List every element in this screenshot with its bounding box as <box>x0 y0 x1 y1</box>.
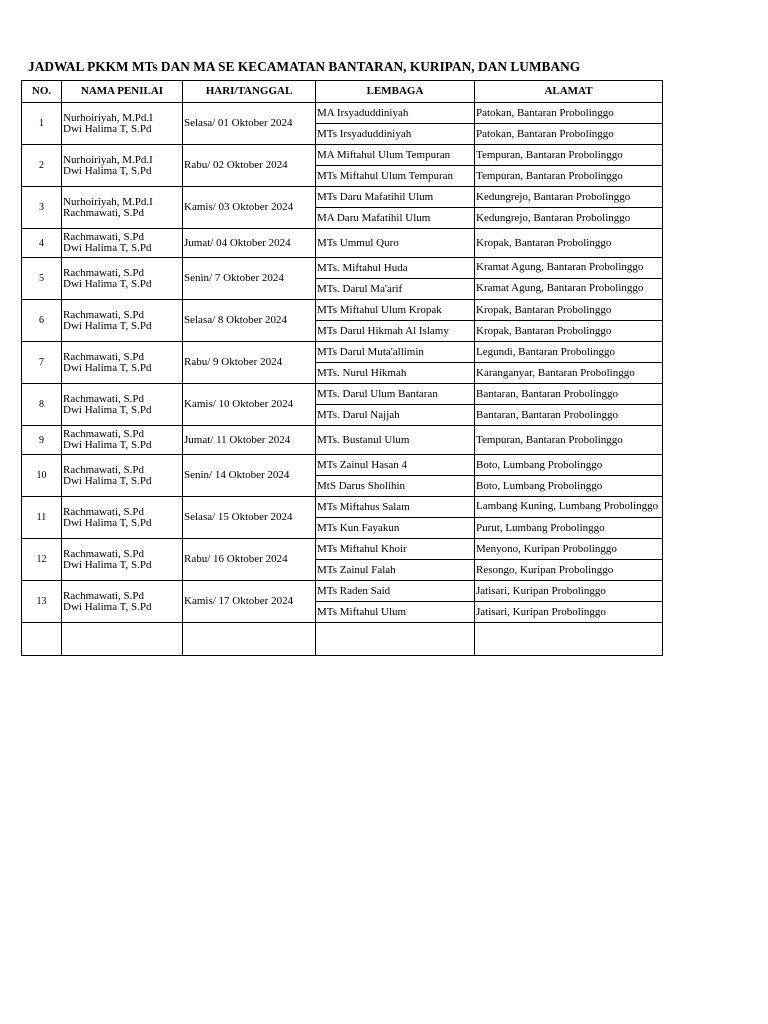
penilai-name-1: Rachmawati, S.Pd <box>63 231 144 243</box>
header-nama-penilai: NAMA PENILAI <box>62 81 183 103</box>
row-number: 12 <box>22 539 62 581</box>
hari-tanggal-cell: Jumat/ 11 Oktober 2024 <box>183 426 316 455</box>
lembaga-cell: MTs Miftahul Ulum <box>316 602 475 623</box>
penilai-cell <box>62 497 183 539</box>
hari-tanggal-cell: Kamis/ 10 Oktober 2024 <box>183 384 316 426</box>
row-number: 1 <box>22 103 62 145</box>
alamat-cell: Patokan, Bantaran Probolinggo <box>475 124 663 145</box>
lembaga-cell: MTs. Darul Ma'arif <box>316 279 475 300</box>
lembaga-cell: MTs Zainul Falah <box>316 560 475 581</box>
penilai-name-2: Dwi Halima T, S.Pd <box>63 361 152 374</box>
alamat-cell: Kropak, Bantaran Probolinggo <box>475 229 663 258</box>
lembaga-cell: MTs Ummul Quro <box>316 229 475 258</box>
lembaga-cell: MTs Darul Muta'allimin <box>316 342 475 363</box>
alamat-cell: Menyono, Kuripan Probolinggo <box>475 539 663 560</box>
penilai-cell <box>62 581 183 623</box>
alamat-cell: Tempuran, Bantaran Probolinggo <box>475 145 663 166</box>
empty-cell <box>183 623 316 656</box>
penilai-name-2: Dwi Halima T, S.Pd <box>63 439 152 451</box>
alamat-cell: Kramat Agung, Bantaran Probolinggo <box>475 258 663 279</box>
penilai-cell <box>62 342 183 384</box>
lembaga-cell: MTs. Darul Ulum Bantaran <box>316 384 475 405</box>
hari-tanggal-cell: Senin/ 14 Oktober 2024 <box>183 455 316 497</box>
alamat-cell: Bantaran, Bantaran Probolinggo <box>475 384 663 405</box>
penilai-name-1: Rachmawati, S.Pd <box>63 589 144 602</box>
alamat-cell: Legundi, Bantaran Probolinggo <box>475 342 663 363</box>
penilai-name-2: Dwi Halima T, S.Pd <box>63 242 152 254</box>
penilai-name-2: Dwi Halima T, S.Pd <box>63 277 152 290</box>
alamat-cell: Patokan, Bantaran Probolinggo <box>475 103 663 124</box>
lembaga-cell: MTs Darul Hikmah Al Islamy <box>316 321 475 342</box>
empty-cell <box>22 623 62 656</box>
lembaga-cell: MA Irsyaduddiniyah <box>316 103 475 124</box>
lembaga-cell: MTs Zainul Hasan 4 <box>316 455 475 476</box>
page-title: JADWAL PKKM MTs DAN MA SE KECAMATAN BANTARAN, KURIPAN, DAN LUMBANG <box>28 59 581 74</box>
table-row <box>22 426 663 455</box>
penilai-name-1: Rachmawati, S.Pd <box>63 308 144 321</box>
lembaga-cell: MTs Irsyaduddiniyah <box>316 124 475 145</box>
alamat-cell: Boto, Lumbang Probolinggo <box>475 476 663 497</box>
hari-tanggal-cell: Selasa/ 8 Oktober 2024 <box>183 300 316 342</box>
table-row <box>22 497 663 518</box>
lembaga-cell: MTs Daru Mafatihil Ulum <box>316 187 475 208</box>
alamat-cell: Kropak, Bantaran Probolinggo <box>475 321 663 342</box>
penilai-cell <box>62 426 183 455</box>
penilai-name-1: Rachmawati, S.Pd <box>63 350 144 363</box>
penilai-name-2: Dwi Halima T, S.Pd <box>63 474 152 487</box>
lembaga-cell: MTs Raden Said <box>316 581 475 602</box>
penilai-cell <box>62 258 183 300</box>
schedule-table <box>21 80 663 656</box>
penilai-cell <box>62 384 183 426</box>
alamat-cell: Lambang Kuning, Lumbang Probolinggo <box>475 497 663 518</box>
penilai-name-2: Dwi Halima T, S.Pd <box>63 516 152 529</box>
penilai-name-1: Rachmawati, S.Pd <box>63 547 144 560</box>
alamat-cell: Tempuran, Bantaran Probolinggo <box>475 426 663 455</box>
lembaga-cell: MA Miftahul Ulum Tempuran <box>316 145 475 166</box>
row-number: 8 <box>22 384 62 426</box>
table-row <box>22 539 663 560</box>
lembaga-cell: MTs Miftahul Ulum Tempuran <box>316 166 475 187</box>
penilai-cell <box>62 229 183 258</box>
row-number: 13 <box>22 581 62 623</box>
penilai-name-1: Rachmawati, S.Pd <box>63 463 144 476</box>
row-number: 4 <box>22 229 62 258</box>
table-row <box>22 145 663 166</box>
table-row <box>22 187 663 208</box>
table-row <box>22 581 663 602</box>
row-number: 11 <box>22 497 62 539</box>
penilai-name-1: Nurhoiriyah, M.Pd.I <box>63 195 153 208</box>
penilai-name-2: Dwi Halima T, S.Pd <box>63 164 152 177</box>
lembaga-cell: MtS Darus Sholihin <box>316 476 475 497</box>
alamat-cell: Jatisari, Kuripan Probolinggo <box>475 581 663 602</box>
penilai-name-2: Dwi Halima T, S.Pd <box>63 558 152 571</box>
lembaga-cell: MTs Kun Fayakun <box>316 518 475 539</box>
table-row <box>22 300 663 321</box>
empty-cell <box>475 623 663 656</box>
hari-tanggal-cell: Selasa/ 01 Oktober 2024 <box>183 103 316 145</box>
penilai-name-2: Dwi Halima T, S.Pd <box>63 600 152 613</box>
penilai-name-1: Rachmawati, S.Pd <box>63 392 144 405</box>
penilai-name-1: Nurhoiriyah, M.Pd.I <box>63 153 153 166</box>
row-number: 2 <box>22 145 62 187</box>
empty-cell <box>62 623 183 656</box>
hari-tanggal-cell: Rabu/ 02 Oktober 2024 <box>183 145 316 187</box>
alamat-cell: Bantaran, Bantaran Probolinggo <box>475 405 663 426</box>
table-row <box>22 384 663 405</box>
header-no: NO. <box>22 81 62 103</box>
alamat-cell: Kramat Agung, Bantaran Probolinggo <box>475 279 663 300</box>
lembaga-cell: MTs. Bustanul Ulum <box>316 426 475 455</box>
penilai-name-2: Dwi Halima T, S.Pd <box>63 403 152 416</box>
penilai-name-1: Nurhoiriyah, M.Pd.I <box>63 111 153 124</box>
hari-tanggal-cell: Kamis/ 17 Oktober 2024 <box>183 581 316 623</box>
lembaga-cell: MTs. Nurul Hikmah <box>316 363 475 384</box>
row-number: 6 <box>22 300 62 342</box>
hari-tanggal-cell: Rabu/ 9 Oktober 2024 <box>183 342 316 384</box>
alamat-cell: Tempuran, Bantaran Probolinggo <box>475 166 663 187</box>
hari-tanggal-cell: Kamis/ 03 Oktober 2024 <box>183 187 316 229</box>
alamat-cell: Kropak, Bantaran Probolinggo <box>475 300 663 321</box>
table-row <box>22 455 663 476</box>
alamat-cell: Kedungrejo, Bantaran Probolinggo <box>475 208 663 229</box>
row-number: 10 <box>22 455 62 497</box>
penilai-name-1: Rachmawati, S.Pd <box>63 428 144 440</box>
table-row <box>22 342 663 363</box>
table-row <box>22 258 663 279</box>
alamat-cell: Karanganyar, Bantaran Probolinggo <box>475 363 663 384</box>
penilai-name-1: Rachmawati, S.Pd <box>63 266 144 279</box>
alamat-cell: Resongo, Kuripan Probolinggo <box>475 560 663 581</box>
table-row <box>22 229 663 258</box>
hari-tanggal-cell: Jumat/ 04 Oktober 2024 <box>183 229 316 258</box>
lembaga-cell: MTs. Darul Najjah <box>316 405 475 426</box>
alamat-cell: Purut, Lumbang Probolinggo <box>475 518 663 539</box>
penilai-name-1: Rachmawati, S.Pd <box>63 505 144 518</box>
penilai-cell <box>62 300 183 342</box>
empty-row <box>22 623 663 656</box>
alamat-cell: Boto, Lumbang Probolinggo <box>475 455 663 476</box>
penilai-cell <box>62 103 183 145</box>
hari-tanggal-cell: Senin/ 7 Oktober 2024 <box>183 258 316 300</box>
penilai-name-2: Rachmawati, S.Pd <box>63 206 144 219</box>
lembaga-cell: MA Daru Mafatihil Ulum <box>316 208 475 229</box>
alamat-cell: Kedungrejo, Bantaran Probolinggo <box>475 187 663 208</box>
lembaga-cell: MTs Miftahul Ulum Kropak <box>316 300 475 321</box>
table-body <box>22 103 663 656</box>
penilai-name-2: Dwi Halima T, S.Pd <box>63 122 152 135</box>
hari-tanggal-cell: Selasa/ 15 Oktober 2024 <box>183 497 316 539</box>
table-row <box>22 103 663 124</box>
lembaga-cell: MTs Miftahul Khoir <box>316 539 475 560</box>
penilai-name-2: Dwi Halima T, S.Pd <box>63 319 152 332</box>
row-number: 9 <box>22 426 62 455</box>
penilai-cell <box>62 145 183 187</box>
penilai-cell <box>62 539 183 581</box>
header-hari-tanggal: HARI/TANGGAL <box>183 81 316 103</box>
penilai-cell <box>62 187 183 229</box>
lembaga-cell: MTs. Miftahul Huda <box>316 258 475 279</box>
row-number: 3 <box>22 187 62 229</box>
header-alamat: ALAMAT <box>475 81 663 103</box>
header-lembaga: LEMBAGA <box>316 81 475 103</box>
row-number: 7 <box>22 342 62 384</box>
penilai-cell <box>62 455 183 497</box>
empty-cell <box>316 623 475 656</box>
row-number: 5 <box>22 258 62 300</box>
alamat-cell: Jatisari, Kuripan Probolinggo <box>475 602 663 623</box>
header-row <box>22 81 663 103</box>
hari-tanggal-cell: Rabu/ 16 Oktober 2024 <box>183 539 316 581</box>
lembaga-cell: MTs Miftahus Salam <box>316 497 475 518</box>
